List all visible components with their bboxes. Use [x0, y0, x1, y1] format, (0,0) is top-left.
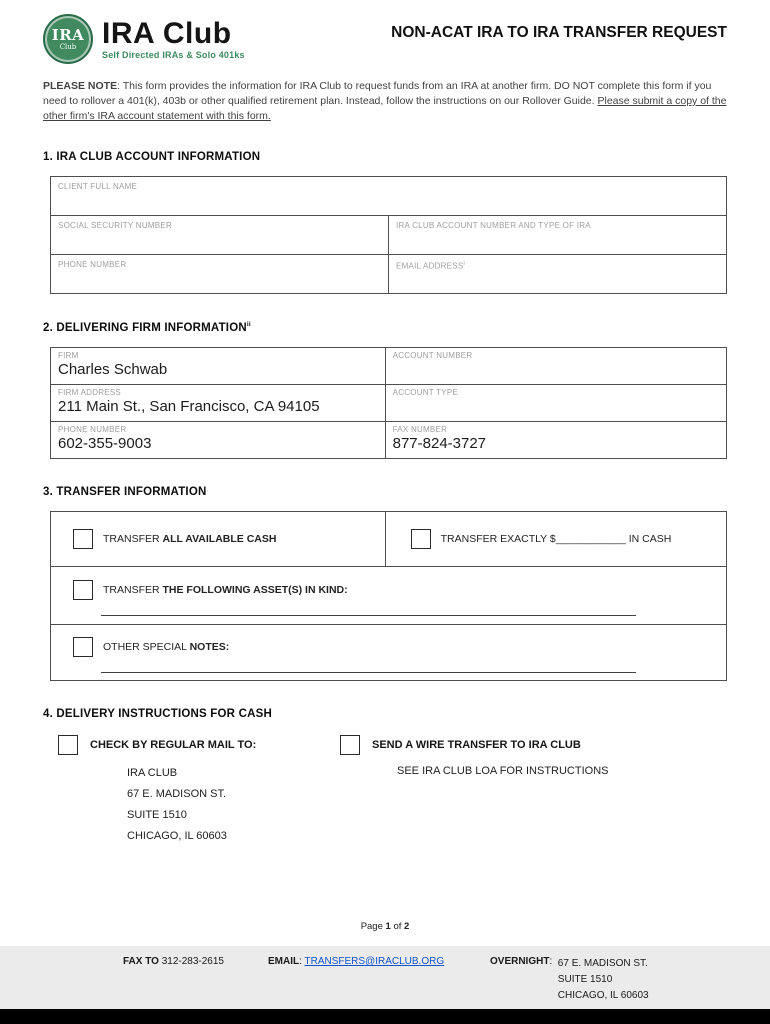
field-label: EMAIL ADDRESS$^i$	[396, 260, 466, 271]
delivery-instructions	[58, 735, 727, 847]
field-firm-address[interactable]	[51, 384, 386, 421]
option-label: TRANSFER EXACTLY $____________ IN CASH	[440, 532, 672, 545]
option-label: TRANSFER THE FOLLOWING ASSET(S) IN KIND:	[103, 583, 348, 596]
section3-heading: 3. TRANSFER INFORMATION	[43, 485, 207, 498]
field-account-number[interactable]	[385, 347, 726, 384]
section2-heading: 2. DELIVERING FIRM INFORMATION$^{ii}$	[43, 321, 251, 334]
table-row	[51, 255, 727, 294]
option-other-special-notes	[51, 624, 727, 680]
address-line: SUITE 1510	[557, 974, 613, 985]
field-label: ACCOUNT NUMBER	[392, 350, 473, 360]
ira-club-logo	[43, 14, 245, 64]
field-label: CLIENT FULL NAME	[58, 182, 138, 191]
notes-blank-line[interactable]	[101, 657, 636, 673]
section4-heading: 4. DELIVERY INSTRUCTIONS FOR CASH	[43, 707, 272, 720]
field-value: 877-824-3727	[392, 434, 487, 452]
field-value: 602-355-9003	[58, 434, 152, 452]
option-label: SEND A WIRE TRANSFER TO IRA CLUB	[372, 738, 581, 751]
email-link[interactable]: TRANSFERS@IRACLUB.ORG	[304, 956, 445, 967]
address-line: 67 E. MADISON ST.	[557, 958, 648, 969]
field-label: SOCIAL SECURITY NUMBER	[58, 221, 172, 230]
option-label: TRANSFER ALL AVAILABLE CASH	[103, 532, 277, 545]
field-label: ACCOUNT TYPE	[392, 387, 458, 397]
field-label: IRA CLUB ACCOUNT NUMBER AND TYPE OF IRA	[396, 221, 591, 230]
option-transfer-in-kind	[51, 566, 727, 624]
logo-badge-subtext: Club	[59, 42, 77, 51]
table-row	[51, 177, 727, 216]
checkbox-transfer-exactly[interactable]	[411, 529, 431, 549]
field-client-full-name[interactable]	[51, 177, 727, 216]
option-all-available-cash	[51, 511, 386, 566]
footer-email: EMAIL: TRANSFERS@IRACLUB.ORG	[268, 956, 445, 967]
field-email-address[interactable]	[389, 255, 727, 294]
checkbox-wire-transfer[interactable]	[340, 735, 360, 755]
field-firm[interactable]	[51, 347, 386, 384]
transfer-information-table	[50, 511, 727, 681]
table-row	[51, 347, 727, 384]
address-line: CHICAGO, IL 60603	[557, 990, 649, 1001]
field-label: PHONE NUMBER	[58, 260, 127, 269]
option-label: OTHER SPECIAL NOTES:	[103, 640, 230, 653]
checkbox-all-available-cash[interactable]	[73, 529, 93, 549]
field-value: Charles Schwab	[58, 360, 168, 378]
brand-name: IRA Club	[102, 17, 232, 50]
option-wire-transfer	[340, 735, 609, 847]
bottom-black-bar	[0, 1009, 770, 1024]
footer-overnight: OVERNIGHT : 67 E. MADISON ST. SUITE 1510 CHICAGO, IL 60603	[490, 956, 649, 1004]
mail-address	[127, 763, 340, 847]
table-row	[51, 216, 727, 255]
table-row	[51, 511, 727, 566]
delivering-firm-table	[50, 347, 727, 459]
field-account-type[interactable]	[385, 384, 726, 421]
field-label: PHONE NUMBER	[58, 424, 127, 434]
in-kind-blank-line[interactable]	[101, 600, 636, 616]
address-line: SUITE 1510	[127, 808, 187, 821]
note-label: PLEASE NOTE	[43, 80, 118, 92]
note-body: : This form provides the information for IRA Club to request funds from an IRA at another firm. DO NOT complete this form if you need to rollover a 401(k), 403b or other qualified retirement plan. Instead, follow the instructions on our Rollover Guide.	[43, 80, 712, 107]
header	[43, 14, 727, 64]
field-label: FAX NUMBER	[392, 424, 448, 434]
field-label: FIRM	[58, 350, 79, 360]
wire-instructions: SEE IRA CLUB LOA FOR INSTRUCTIONS	[397, 764, 609, 777]
option-transfer-exactly-cash	[385, 511, 726, 566]
ira-club-logo-icon	[43, 14, 93, 64]
checkbox-check-by-mail[interactable]	[58, 735, 78, 755]
footer-bar	[0, 946, 770, 1009]
table-row	[51, 421, 727, 458]
note-underlined: Please submit a copy of the other firm's IRA account statement with this form.	[43, 95, 727, 122]
brand-tagline: Self Directed IRAs & Solo 401ks	[102, 50, 245, 60]
logo-badge-text: IRA	[51, 25, 85, 44]
field-label: FIRM ADDRESS	[58, 387, 122, 397]
field-phone-number[interactable]	[51, 255, 389, 294]
table-row	[51, 566, 727, 624]
document-title: NON-ACAT IRA TO IRA TRANSFER REQUEST	[391, 24, 727, 41]
option-check-by-mail	[58, 735, 340, 847]
endnote-marker: ii	[246, 321, 251, 328]
address-line: 67 E. MADISON ST.	[127, 787, 227, 800]
table-row	[51, 624, 727, 680]
section1-heading: 1. IRA CLUB ACCOUNT INFORMATION	[43, 151, 261, 163]
address-line: IRA CLUB	[127, 766, 178, 779]
logo-text	[102, 18, 245, 60]
option-label: CHECK BY REGULAR MAIL TO:	[90, 738, 257, 751]
checkbox-other-special-notes[interactable]	[73, 637, 93, 657]
footer-fax: FAX TO 312-283-2615	[123, 956, 224, 967]
please-note-paragraph	[43, 79, 727, 124]
page-indicator: Page 1 of 2	[360, 921, 410, 932]
table-row	[51, 384, 727, 421]
field-firm-phone-number[interactable]	[51, 421, 386, 458]
endnote-marker: i	[463, 260, 466, 267]
checkbox-transfer-in-kind[interactable]	[73, 580, 93, 600]
field-value: 211 Main St., San Francisco, CA 94105	[58, 397, 320, 415]
field-social-security-number[interactable]	[51, 216, 389, 255]
field-ira-club-account-number[interactable]	[389, 216, 727, 255]
overnight-address	[558, 956, 649, 1004]
ira-club-account-table	[50, 176, 727, 294]
address-line: CHICAGO, IL 60603	[127, 829, 227, 842]
field-fax-number[interactable]	[385, 421, 726, 458]
